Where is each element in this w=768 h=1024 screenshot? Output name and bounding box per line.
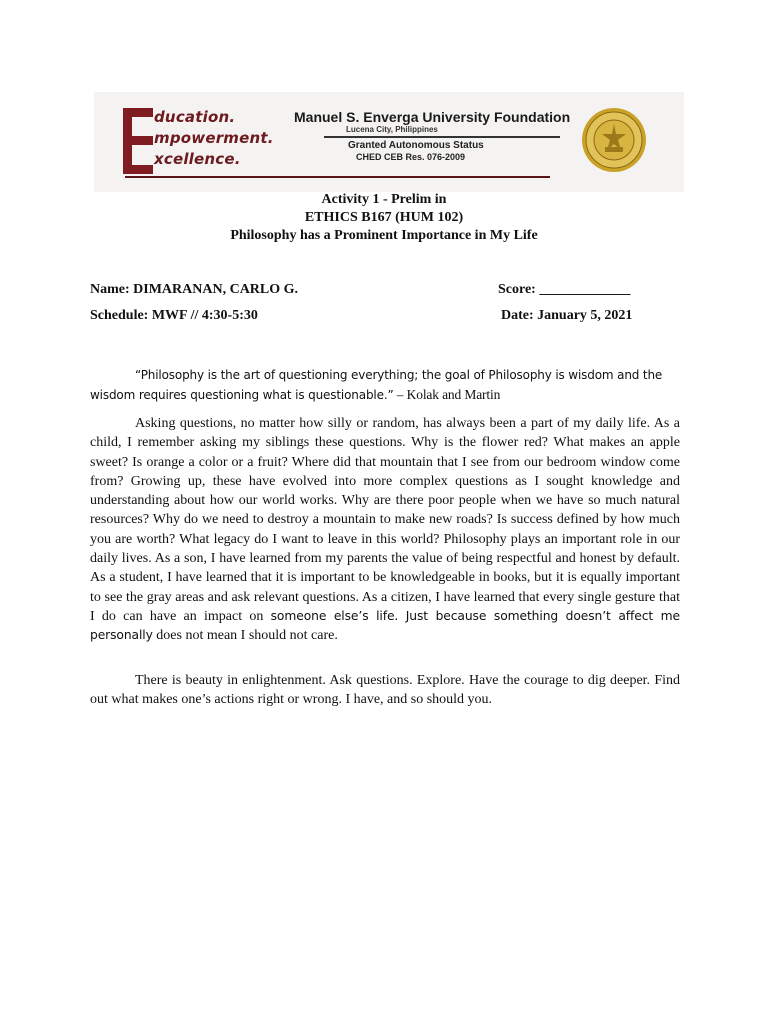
body-paragraph-1 bbox=[90, 414, 680, 646]
course-title: ETHICS B167 (HUM 102) bbox=[304, 210, 464, 225]
essay-title: Philosophy has a Prominent Importance in My Life bbox=[230, 228, 538, 243]
letterhead-divider bbox=[324, 136, 560, 138]
schedule-field: Schedule: MWF // 4:30-5:30 bbox=[90, 308, 258, 323]
date-field: Date: January 5, 2021 bbox=[501, 308, 633, 323]
quote-attribution: – Kolak and Martin bbox=[393, 387, 501, 402]
university-e-logo bbox=[123, 108, 153, 174]
letterhead-rule bbox=[125, 176, 550, 178]
paragraph-1-text: Asking questions, no matter how silly or random, has always been a part of my daily life. As a child, I remember asking my siblings these questions. Why is the flower red? What makes an apple sweet? Is orange a color or a fruit? Where did that mountain that I see from our bedroom window come from? Growing up, these have evolved into more complex questions as I sought knowledge and understanding about how our world works. Why are there poor people when we have so much natural resources? Why do we need to destroy a mountain to make new roads? Is success defined by how much you are worth? What legacy do I want to leave in this world? Philosophy plays an important role in our daily lives. As a son, I have learned from my parents the value of being respectful and honest by default. As a student, I have learned that it is important to be knowledgeable in books, but it is equally important to see the gray areas and ask relevant questions. As a citizen, I have learned that every single gesture that I do can have an impact on bbox=[90, 416, 680, 624]
body-paragraph-2: There is beauty in enlightenment. Ask questions. Explore. Have the courage to dig deeper. Find out what makes one’s actions right or wrong. I have, and so should you. bbox=[90, 673, 680, 708]
student-name: Name: DIMARANAN, CARLO G. bbox=[90, 282, 299, 297]
university-city: Lucena City, Philippines bbox=[346, 125, 438, 134]
paragraph-1-tail: does not mean I should not care. bbox=[152, 628, 338, 644]
motto-excellence: xcellence. bbox=[154, 150, 241, 168]
university-name: Manuel S. Enverga University Foundation bbox=[294, 109, 571, 125]
autonomous-status: Granted Autonomous Status bbox=[348, 140, 484, 151]
score-field: Score: _____________ bbox=[498, 282, 631, 297]
motto-education: ducation. bbox=[154, 108, 236, 126]
quote-text: “Philosophy is the art of questioning everything; the goal of Philosophy is wisdom and the wisdom requires questioning what is questionable.” bbox=[90, 368, 663, 402]
paragraph-1-sans-text: someone else’s life. Just because something doesn’t affect me personally bbox=[90, 608, 680, 643]
university-seal-icon bbox=[581, 107, 647, 173]
ched-resolution: CHED CEB Res. 076-2009 bbox=[356, 152, 466, 162]
opening-quote bbox=[90, 366, 680, 405]
motto-empowerment: mpowerment. bbox=[154, 129, 274, 147]
activity-title: Activity 1 - Prelim in bbox=[321, 192, 447, 207]
letterhead bbox=[94, 92, 684, 192]
